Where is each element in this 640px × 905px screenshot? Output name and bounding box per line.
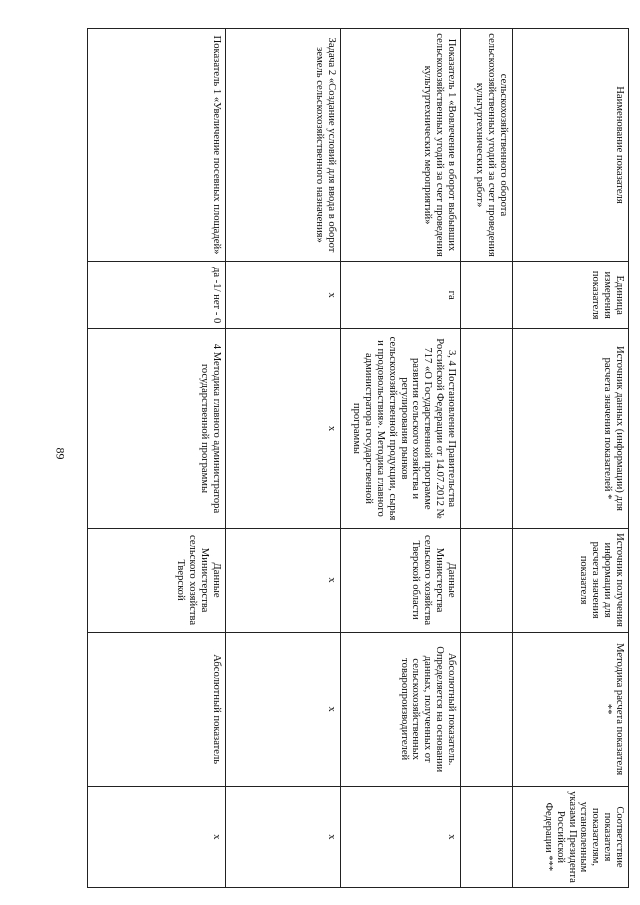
cell-info-source: Данные Министерства сельского хозяйства Тверской области — [341, 528, 461, 632]
header-calculation-method: Методика расчета показателя ** — [513, 632, 629, 786]
table-row — [341, 29, 461, 888]
cell-data-source: 3, 4 Постановление Правительства Российской Федерации от 14.07.2012 № 717 «О Государственной программе развития сельского хозяйства и регулирования рынков сельскохозяйственной продукции, сырья и продовольствия». Методика главного администратора государственной программы — [341, 329, 461, 528]
cell-calculation-method: х — [226, 632, 341, 786]
cell-data-source: х — [226, 329, 341, 528]
header-unit: Единица измерения показателя — [513, 261, 629, 328]
header-data-source: Источник данных (информации) для расчета значения показателей * — [513, 329, 629, 528]
cell-calculation-method — [461, 632, 513, 786]
rotated-page-area — [88, 28, 629, 888]
indicators-table — [87, 28, 629, 888]
cell-info-source — [461, 528, 513, 632]
cell-data-source: 4 Методика главного администратора государственной программы — [88, 329, 226, 528]
page-number: 89 — [53, 447, 68, 460]
header-presidential-compliance: Соответствие показателя показателям, установленным указами Президента Российской Федерации *** — [513, 786, 629, 887]
cell-indicator-name: Показатель 1 «Вовлечение в оборот выбывших сельскохозяйственных угодий за счет проведения культуртехнических мероприятий» — [341, 29, 461, 262]
cell-presidential-compliance: х — [88, 786, 226, 887]
cell-presidential-compliance — [461, 786, 513, 887]
cell-unit: га — [341, 261, 461, 328]
cell-presidential-compliance: х — [341, 786, 461, 887]
cell-unit: да -1/ нет - 0 — [88, 261, 226, 328]
cell-unit — [461, 261, 513, 328]
table-row — [226, 29, 341, 888]
cell-indicator-name: Показатель 1 «Увеличение посевных площадей» — [88, 29, 226, 262]
table-row — [461, 29, 513, 888]
header-indicator-name: Наименование показателя — [513, 29, 629, 262]
cell-info-source: Данные Министерства сельского хозяйства Тверской — [88, 528, 226, 632]
cell-presidential-compliance: х — [226, 786, 341, 887]
table-row — [88, 29, 226, 888]
header-info-source: Источник получения информации для расчета значения показателя — [513, 528, 629, 632]
cell-unit: х — [226, 261, 341, 328]
cell-info-source: х — [226, 528, 341, 632]
cell-calculation-method: Абсолютный показатель — [88, 632, 226, 786]
cell-indicator-name: Задача 2 «Создание условий для ввода в оборот земель сельскохозяйственного назначения» — [226, 29, 341, 262]
table-header-row — [513, 29, 629, 888]
cell-indicator-name: сельскохозяйственного оборота сельскохозяйственных угодий за счет проведения культуртехнических работ» — [461, 29, 513, 262]
indicators-table-wrapper — [88, 28, 629, 888]
cell-data-source — [461, 329, 513, 528]
cell-calculation-method: Абсолютный показатель. Определяется на основании данных, полученных от сельскохозяйственных товаропроизводителей — [341, 632, 461, 786]
